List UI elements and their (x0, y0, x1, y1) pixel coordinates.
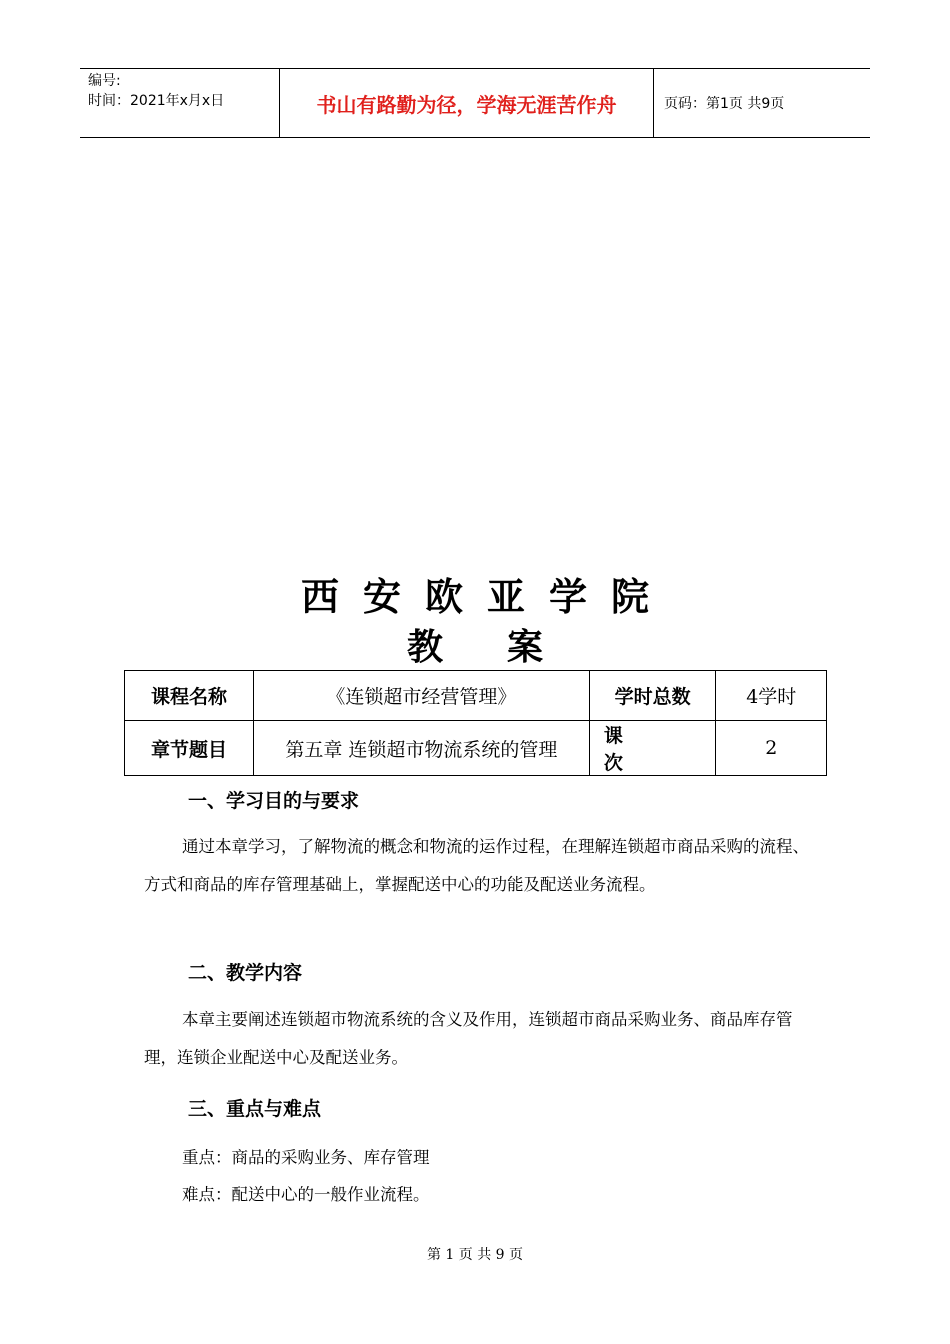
time-label: 时间：2021年x月x日 (88, 93, 225, 109)
header-motto: 书山有路勤为径，学海无涯苦作舟 (280, 69, 654, 137)
course-name-label: 课程名称 (125, 671, 254, 721)
course-info-table (124, 670, 827, 776)
section-heading-objectives: 一、学习目的与要求 (188, 790, 360, 812)
total-hours-label: 学时总数 (589, 671, 716, 721)
difficult-point-text: 难点：配送中心的一般作业流程。 (182, 1185, 430, 1204)
course-name-value: 《连锁超市经营管理》 (254, 671, 590, 721)
header-page-number: 页码：第1页 共9页 (664, 96, 785, 112)
section-heading-content: 二、教学内容 (188, 962, 303, 984)
header-meta (80, 69, 280, 137)
table-row (125, 721, 827, 776)
page-footer: 第 1 页 共 9 页 (426, 1247, 524, 1263)
section-heading-key-points: 三、重点与难点 (188, 1098, 322, 1120)
school-name: 西安欧亚学院 (300, 575, 673, 619)
section-text-content: 本章主要阐述连锁超市物流系统的含义及作用，连锁超市商品采购业务、商品库存管理，连锁企业配送中心及配送业务。 (144, 1010, 793, 1067)
document-title: 教案 (406, 627, 607, 668)
key-point-text: 重点：商品的采购业务、库存管理 (182, 1148, 430, 1167)
chapter-title-label: 章节题目 (125, 721, 254, 776)
chapter-title-value: 第五章 连锁超市物流系统的管理 (254, 721, 590, 776)
session-label: 课次 (589, 721, 716, 776)
serial-label: 编号: (88, 73, 121, 89)
page-header (80, 68, 870, 138)
section-text-objectives: 通过本章学习，了解物流的概念和物流的运作过程，在理解连锁超市商品采购的流程、方式和商品的库存管理基础上，掌握配送中心的功能及配送业务流程。 (144, 837, 809, 894)
session-value: 2 (716, 721, 827, 776)
table-row (125, 671, 827, 721)
total-hours-value: 4学时 (716, 671, 827, 721)
